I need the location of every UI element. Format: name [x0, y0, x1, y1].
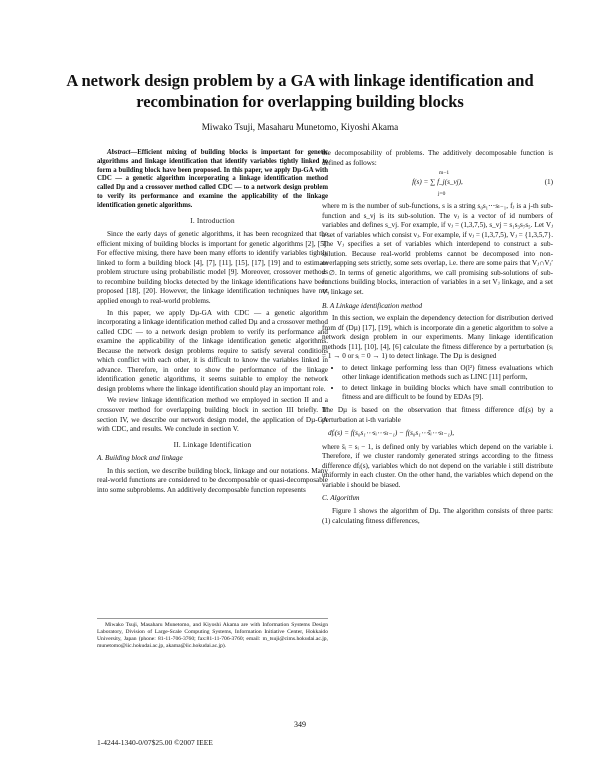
subsection-heading-linkage-method: B. A Linkage identification method: [322, 301, 423, 310]
page-number: 349: [294, 720, 306, 729]
list-item: • to detect linkage performing less than O(l²) fitness evaluations which other linkage identification methods such as LINC [11] perform,: [342, 364, 553, 383]
body-paragraph: Figure 1 shows the algorithm of Dµ. The algorithm consists of three parts: (1) calculating fitness differences,: [322, 506, 553, 525]
section-heading-introduction: I. Introduction: [190, 216, 235, 225]
equation-2: dfᵢ(s) = f(s₀s₁⋯sᵢ⋯sₗ₋₁) − f(s₀s₁⋯s̄ᵢ⋯sₗ₋₁),: [328, 429, 455, 438]
body-paragraph: where s̄ᵢ = sᵢ − 1, is defined only by variables which depend on the variable i. Therefore, if we cluster randomly generated strings according to the fitness difference dfᵢ(s), variables which do not depend on the variable i still distribute uniformly in each cluster. On the other hand, the variables which depend on the variable i should be biased.: [322, 442, 553, 489]
equation-body: f(s) = ∑ f_j(s_vj),: [412, 178, 463, 187]
list-item: • to detect linkage in building blocks which have small contribution to fitness and are difficult to be found by EDAs [9].: [342, 384, 553, 403]
body-paragraph: where m is the number of sub-functions, s is a string s₀s₁⋯sₗ₋₁, fⱼ is a j-th sub-function and s_vj is its sub-solution. The vⱼ is a vector of id numbers of variables and defines s_vj. For example, if vⱼ = (1,3,7,5), s_vj = s₁s₃s₇s₅. Let Vⱼ a set of variables which consist vⱼ. For example, if vⱼ = (1,3,7,5), Vⱼ = {1,3,5,7}. The Vⱼ specifies a set of variables which interdepend to construct a sub-solution. Because real-world problems cannot be decomposed into non-overlapping sets strictly, some sets overlap, i.e. there are some pairs that Vⱼ∩Vⱼ′ ≠ ∅. In terms of genetic algorithms, we call promising sub-solutions of sub-functions building blocks, interaction of variables in a set Vⱼ linkage, and a set Vⱼ linkage set.: [322, 202, 553, 297]
abstract: Abstract—Efficient mixing of building blocks is important for genetic algorithms and linkage identification that identify variables tightly linked to form a building block have been proposed. In this paper, we apply Dµ-GA with CDC — a genetic algorithm incorporating a linkage identification method called Dµ and a crossover method called CDC — to a network design problem to verify its performance and examine the applicability of the linkage identification genetic algorithms.: [97, 149, 328, 209]
author-footnote: [97, 618, 328, 652]
intro-paragraph: In this paper, we apply Dµ-GA with CDC — a genetic algorithm incorporating a linkage identification method called Dµ and a crossover method called CDC — to a network design problem to verify its performance and examine the applicability of the linkage identification genetic algorithms. Because the network design problems require to satisfy several conditions which conflict with each other, it is difficult to know the variables linked in advance. Therefore, in order to show the performance of the linkage identification genetic algorithms, it seems suitable to employ the network design problems where the linkage identification should play an important role.: [97, 308, 328, 393]
subsection-heading-building-block: A. Building block and linkage: [97, 454, 183, 463]
body-paragraph: The Dµ is based on the observation that fitness difference dfᵢ(s) by a perturbation at i-th variable: [322, 406, 553, 424]
intro-paragraph: We review linkage identification method we employed in section II and a crossover method for overlapping building block in section III briefly. In section IV, we describe our network design model, the application of Dµ-GA with CDC, and results. We conclude in section V.: [97, 396, 328, 434]
paper-title: A network design problem by a GA with linkage identification and recombination for overlapping building blocks: [66, 71, 534, 111]
linkage-paragraph: In this section, we describe building block, linkage and our notations. Many real-world functions are considered to be decomposable or quasi-decomposable into some subproblems. An additively decomposable function represents: [97, 466, 328, 494]
abstract-text: Efficient mixing of building blocks is important for genetic algorithms and linkage identification that identify variables tightly linked to form a building block have been proposed. In this paper, we apply Dµ-GA with CDC — a genetic algorithm incorporating a linkage identification method called Dµ and a crossover method called CDC — to a network design problem to verify its performance and examine the applicability of the linkage identification genetic algorithms.: [97, 149, 328, 209]
intro-paragraph: Since the early days of genetic algorithms, it has been recognized that the efficient mixing of building blocks is important for genetic algorithms [2], [5]. For effective mixing, there have been many efforts to identify variables tightly linked to form a building block [4], [7], [11], [15], [17], [19] and to estimate problem structure using probabilistic model [9]. Moreover, crossover methods to recombine building blocks detected by the linkage identifications have been proposed [18], [20]. However, the linkage identification techniques have not applied enough to real-world problems.: [97, 230, 328, 305]
section-heading-linkage: II. Linkage Identification: [173, 440, 252, 449]
subsection-heading-algorithm: C. Algorithm: [322, 494, 360, 503]
copyright-line: 1-4244-1340-0/07$25.00 ©2007 IEEE: [97, 738, 213, 747]
sum-upper-limit: m−1: [439, 170, 450, 177]
equation-1: [322, 170, 553, 198]
equation-number: (1): [544, 178, 553, 187]
abstract-label: Abstract: [107, 149, 131, 156]
sum-lower-limit: j=0: [438, 191, 446, 198]
left-column: [97, 149, 328, 497]
body-paragraph: the decomposability of problems. The additively decomposable function is defined as follows:: [322, 149, 553, 167]
footnote-text: Miwako Tsuji, Masaharu Munetomo, and Kiyoshi Akama are with Information Systems Design Laboratory, Division of Large-Scale Computing Systems, Information Initiative Center, Hokkaido University, Japan (phone: 81-11-706-3760; fax:81-11-706-3760; email: m_tsuji@cims.hokudai.ac.jp, munetomo@iic.hokudai.ac.jp, akama@iic.hokudai.ac.jp).: [97, 622, 328, 649]
author-list: Miwako Tsuji, Masaharu Munetomo, Kiyoshi Akama: [201, 122, 399, 132]
body-paragraph: In this section, we explain the dependency detection for distribution derived from df (Dµ) [17], [19], which is incorporate din a genetic algorithm to solve a network design problem in our experiments. Many linkage identification methods [11], [10], [4], [6] calculate the fitness difference by a perturbation (sᵢ = 1 → 0 or sᵢ = 0 → 1) to detect linkage. The Dµ is designed: [322, 314, 553, 361]
bullet-list: [322, 364, 553, 403]
right-column: [322, 149, 553, 528]
